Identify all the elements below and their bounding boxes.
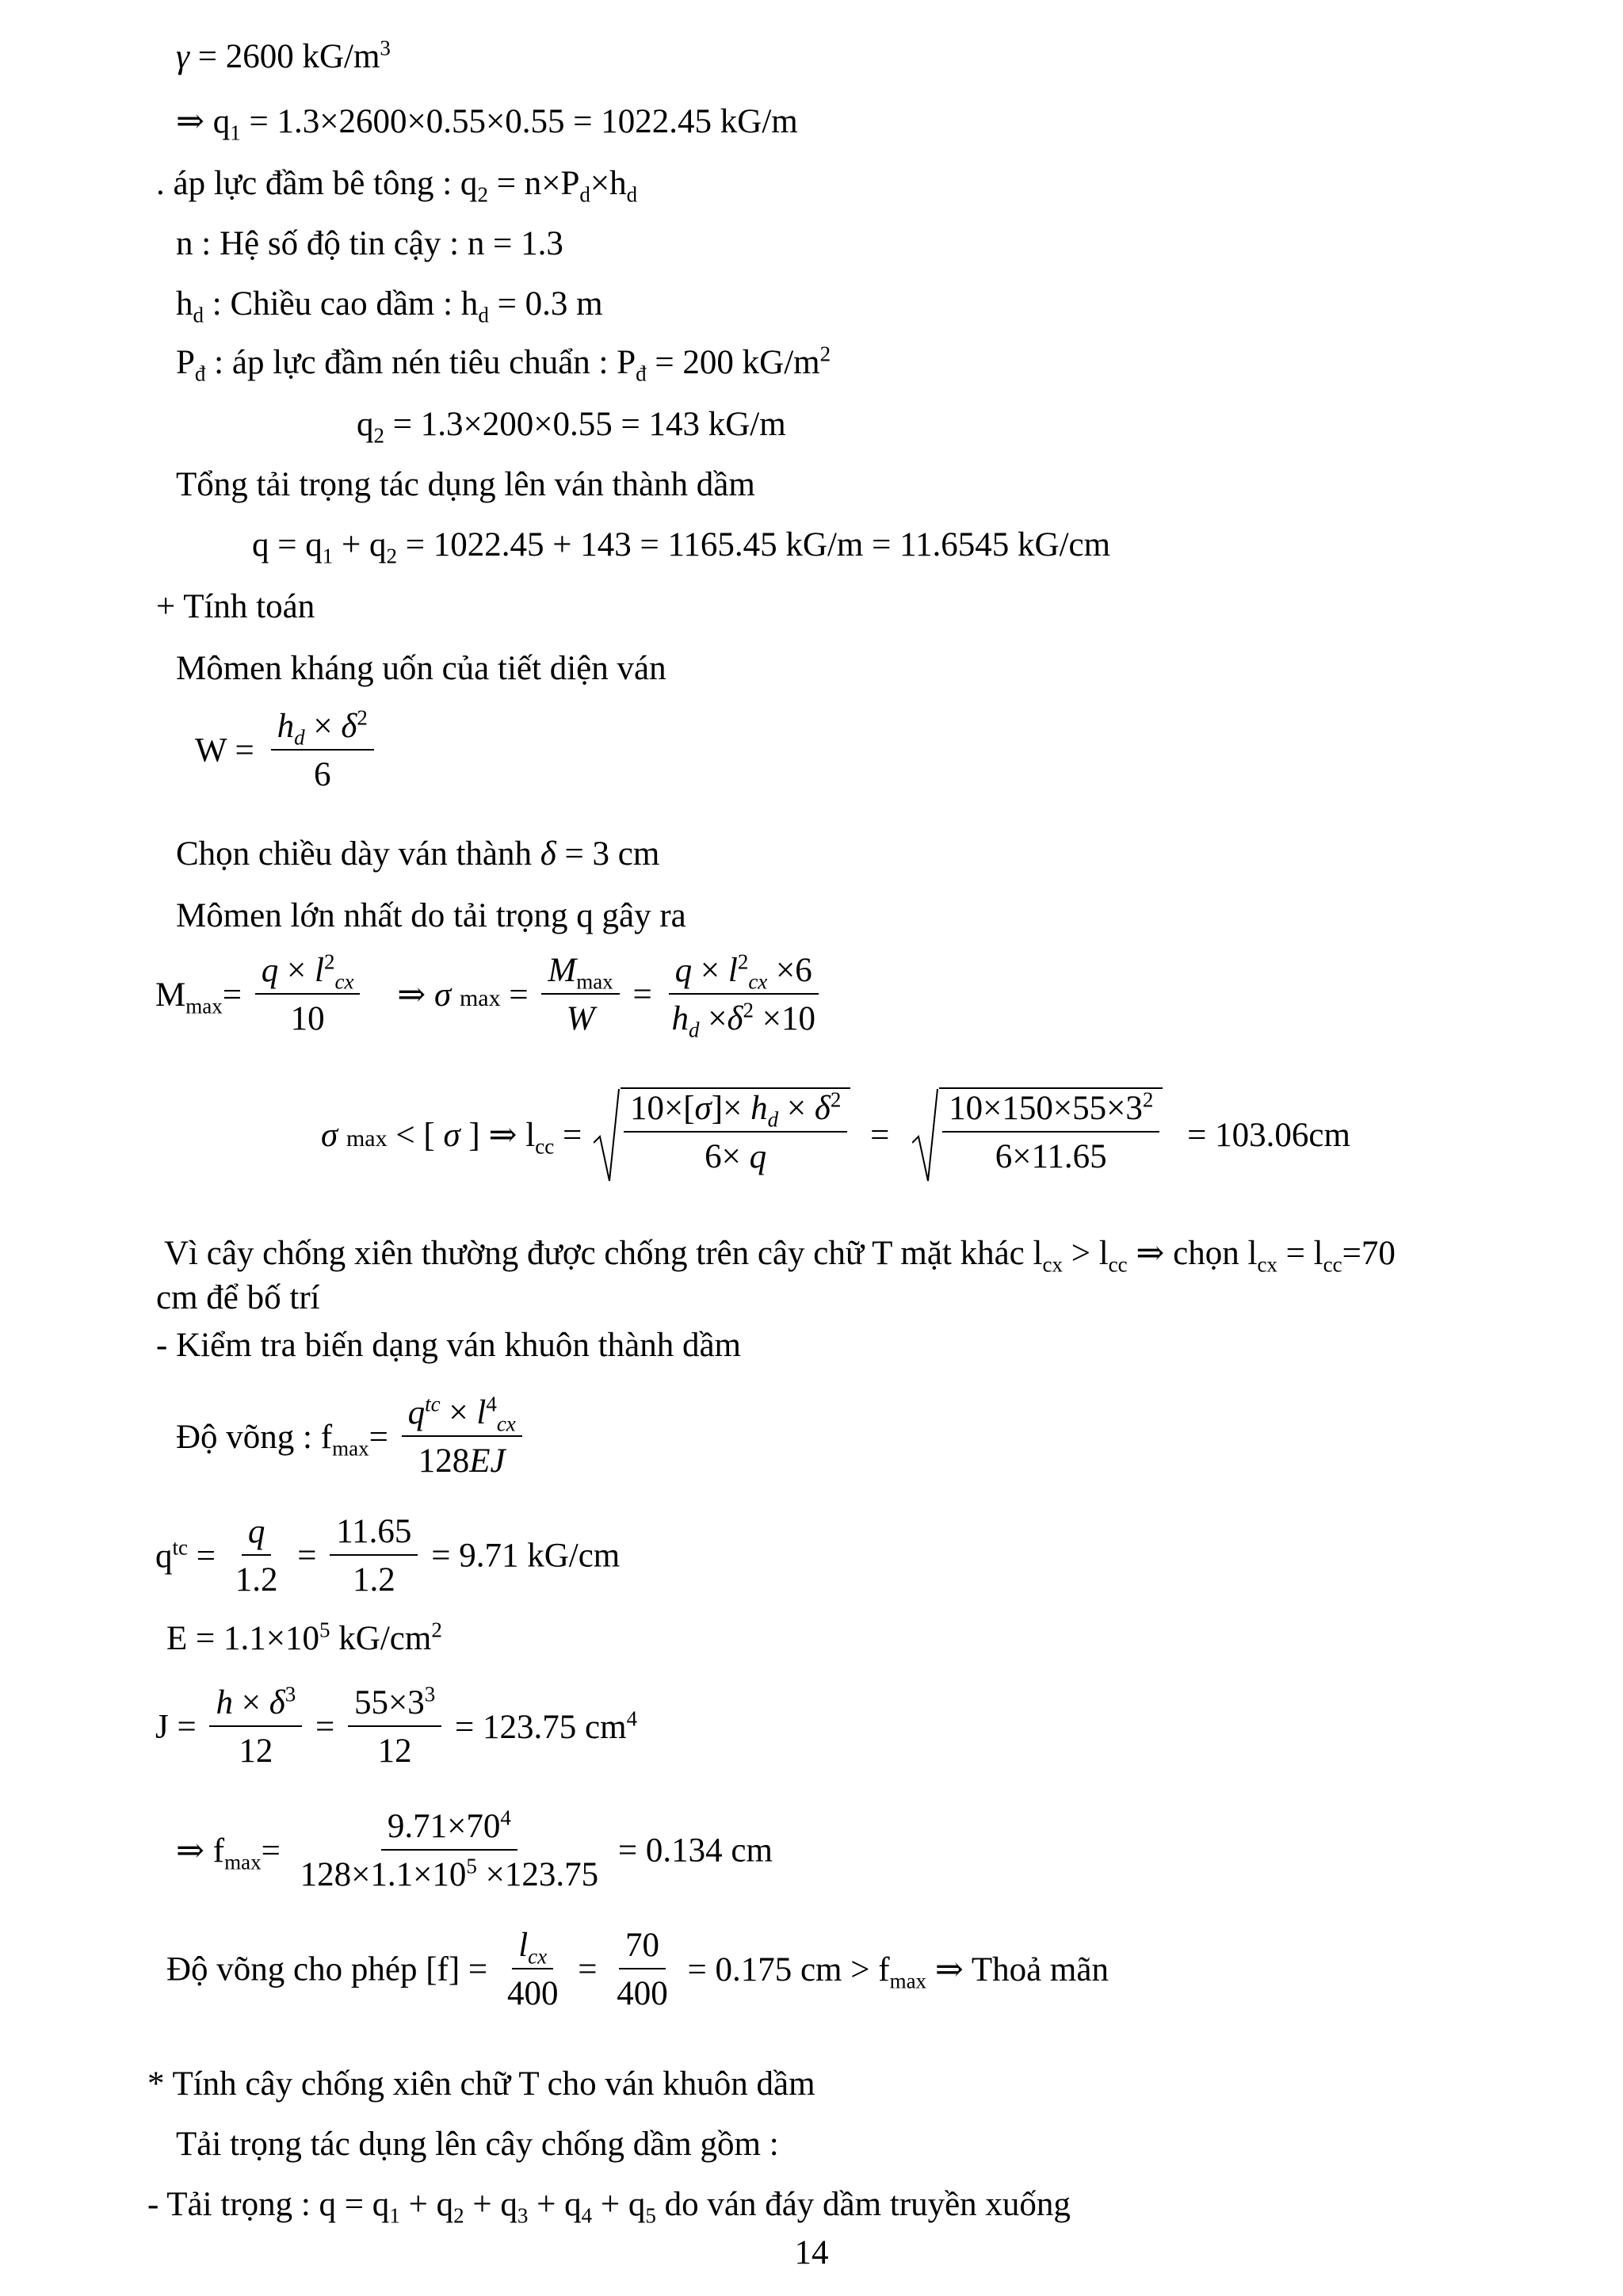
max-moment-heading: Mômen lớn nhất do tải trọng q gây ra (176, 897, 686, 934)
load-sum-line: - Tải trọng : $q = q_1 + q_2 + q_3 + q_4 + q_5$ do ván đáy dầm truyền xuống (147, 2186, 1071, 2228)
max-deflection-formula: ⇒ $f_{max}=$ $\frac{9.71\times 70^4}{128\times 1.1\times 10^5 \times 123.75}$ = 0.134 cm (176, 1805, 773, 1893)
q1-result-line: ⇒ $q_1 = 1.3\times 2600\times 0.55\times 0.55 = 1022.45$ kG/m (176, 103, 798, 145)
gamma-line: γ = 2600 $kG/m^3$ (176, 36, 391, 75)
strut-selection-line-2: cm để bố trí (156, 1279, 320, 1316)
section-modulus-formula: W = $\frac{h_d \times \delta^2}{6}$ (195, 707, 379, 794)
strut-selection-line: Vì cây chống xiên thường được chống trên cây chữ T mặt khác $l_{cx} > l_{cc}$ ⇒ chọn $l_{cx} = l_{cc}=70$ (164, 1235, 1396, 1277)
total-load-line: $q = q_1 + q_2 = 1022.45 + 143 = 1165.45$ kG/m = 11.6545 kG/cm (252, 526, 1111, 568)
deflection-formula: Độ võng : $f_{max}=$ $\frac{q^{tc} \times l^4_{cx}}{128EJ}$ (176, 1393, 527, 1480)
q2-result-line: $q_2 = 1.3\times 200\times 0.55 = 143$ kG/m (357, 406, 786, 448)
thickness-line: Chọn chiều dày ván thành δ = 3 cm (176, 835, 660, 873)
concrete-pressure-line: . áp lực đầm bê tông : $q_2 = n\times P_d\times h_d$ (156, 165, 638, 207)
calculation-heading: + Tính toán (156, 588, 315, 625)
max-moment-formula: $M_{max}=$ $\frac{q \times l^2_{cx}}{10}$ ⇒ σ max = $\frac{M_{max}}{W}$ = $\frac{q \times l^2_{cx} \times 6}{h_d \times\delta^2 \times 10}$ (155, 951, 827, 1038)
allowable-deflection-formula: Độ võng cho phép [f] = $\frac{l_{cx}}{400}$ = $\frac{70}{400}$ = 0.175 cm > $f_{max}$ ⇒ Thoả mãn (166, 1927, 1109, 2012)
t-strut-heading: * Tính cây chống xiên chữ T cho ván khuôn dầm (147, 2065, 815, 2103)
inertia-formula: J = $\frac{h \times \delta^3}{12}$ = $\frac{55\times 3^3}{12}$ = 123.75 $cm^4$ (155, 1682, 638, 1770)
beam-height-line: $h_d$ : Chiều cao dầm : $h_d = 0.3$ m (176, 285, 603, 327)
strut-load-heading: Tải trọng tác dụng lên cây chống dầm gồm : (176, 2126, 779, 2163)
elastic-modulus-line: $E = 1.1\times 10^5$ $kG/cm^2$ (166, 1618, 442, 1657)
total-load-heading: Tổng tải trọng tác dụng lên ván thành dầm (176, 466, 755, 503)
standard-load-formula: $q^{tc}$ = $\frac{q}{1.2}$ = $\frac{11.65}{1.2}$ = 9.71 kG/cm (155, 1513, 621, 1599)
allowable-span-formula: σ max < [ σ ] ⇒ $l_{cc}$ = $\frac{10\times[\sigma]\times h_d \times \delta^2}{6\times q}$ = $\frac{10\times 150\times 55\times 3^2}{6\times 11.65}$ = 103.06cm (321, 1087, 1350, 1182)
reliability-factor-line: n : Hệ số độ tin cậy : n = 1.3 (176, 225, 563, 262)
section-modulus-heading: Mômen kháng uốn của tiết diện ván (176, 650, 666, 687)
page-number: 14 (794, 2234, 829, 2271)
deformation-check-heading: - Kiểm tra biến dạng ván khuôn thành dầm (156, 1327, 741, 1364)
standard-pressure-line: $P_đ$ : áp lực đầm nén tiêu chuẩn : $P_đ = 200$ $kG/m^2$ (176, 342, 831, 386)
